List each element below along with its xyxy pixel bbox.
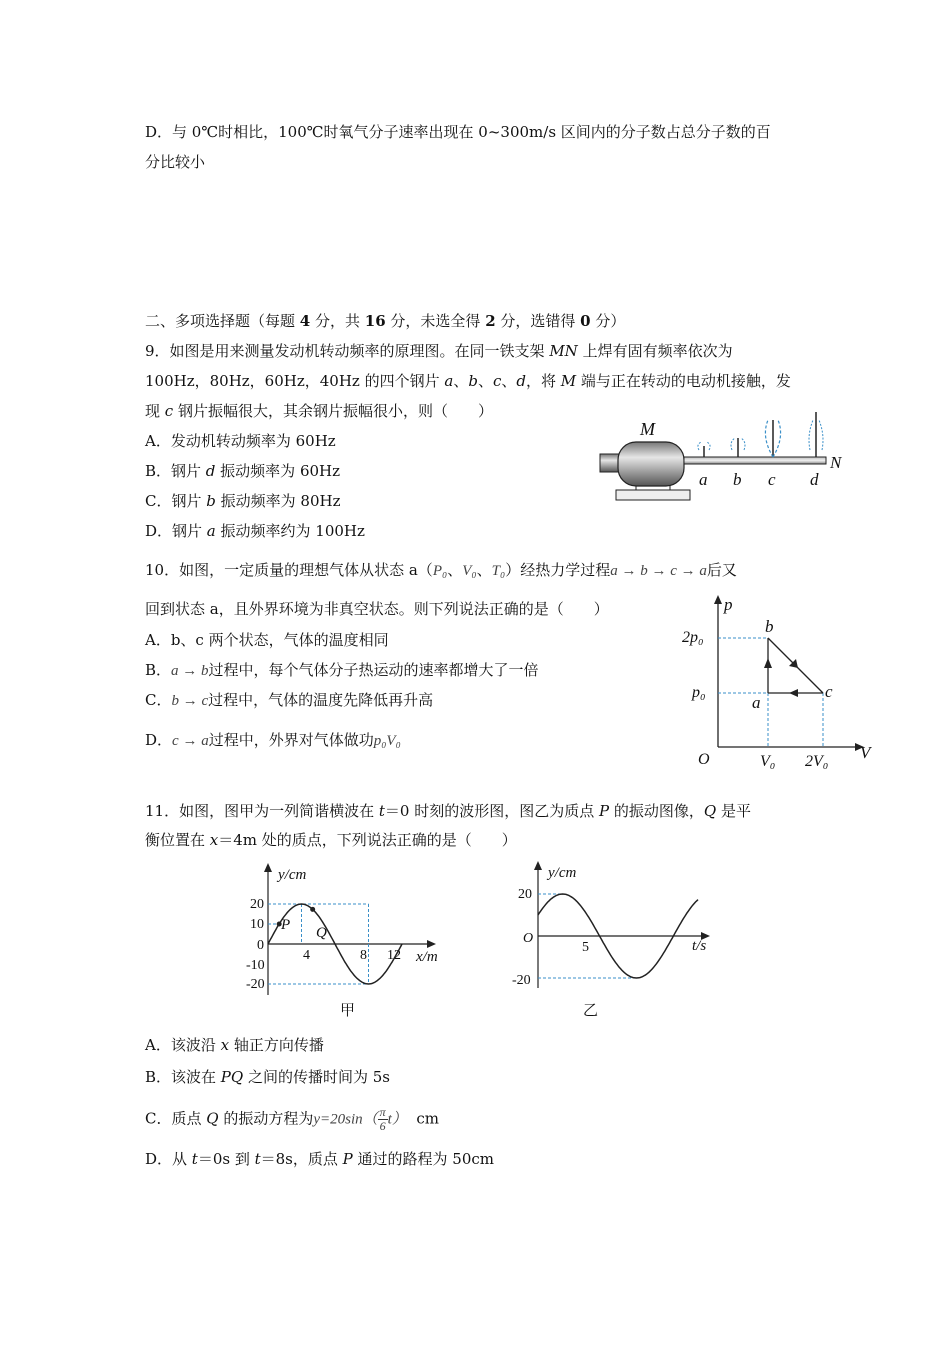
q10-option-c[interactable]: C．b → c过程中，气体的温度先降低再升高: [145, 691, 434, 709]
q10-option-a[interactable]: A．b、c 两个状态，气体的温度相同: [145, 631, 389, 649]
jia-y20: 20: [250, 897, 264, 912]
jia-ym20: -20: [246, 977, 265, 992]
q11-option-b[interactable]: B．该波在 PQ 之间的传播时间为 5s: [145, 1068, 390, 1086]
q9-stem-line2: 100Hz，80Hz，60Hz，40Hz 的四个钢片 a、b、c、d，将 M 端与正在转动的电动机接触，发: [145, 372, 791, 390]
q11-stem-line2: 衡位置在 x＝4m 处的质点，下列说法正确的是（ ）: [145, 831, 517, 849]
strip-c: [765, 420, 780, 457]
jia-y0: 0: [257, 938, 264, 953]
jia-p-label: P: [281, 917, 291, 933]
q9-stem-line1: 9．如图是用来测量发动机转动频率的原理图。在同一铁支架 MN 上焊有固有频率依次为: [145, 342, 733, 360]
q10-option-b[interactable]: B．a → b过程中，每个气体分子热运动的速率都增大了一倍: [145, 661, 539, 679]
q10-option-d[interactable]: D．c → a过程中，外界对气体做功p₀V₀: [145, 731, 401, 749]
pv-x-label: V: [860, 743, 871, 762]
jia-y10: 10: [250, 917, 264, 932]
jia-q-label: Q: [316, 925, 327, 941]
jia-caption: 甲: [340, 1003, 356, 1019]
q9-motor-figure: [598, 410, 858, 505]
jia-x8: 8: [360, 948, 367, 963]
label-m: M: [640, 419, 655, 439]
strip-a: [698, 442, 710, 457]
jia-xlabel: x/m: [416, 949, 438, 965]
label-d: d: [810, 470, 819, 489]
label-a: a: [699, 470, 708, 489]
q10-stem-line1: 10．如图，一定质量的理想气体从状态 a（P₀、V₀、T₀）经热力学过程a → b → c → a后又: [145, 561, 737, 579]
q8-option-d-line2: 分比较小: [145, 153, 206, 171]
label-n: N: [830, 453, 842, 472]
section2-title: 二、多项选择题（每题 4 分，共 16 分，未选全得 2 分，选错得 0 分）: [145, 312, 626, 330]
q9-option-a[interactable]: A．发动机转动频率为 60Hz: [145, 432, 336, 450]
q10-stem-line2: 回到状态 a，且外界环境为非真空状态。则下列说法正确的是（ ）: [145, 600, 609, 618]
label-b: b: [733, 470, 742, 489]
q9-option-c[interactable]: C．钢片 b 振动频率为 80Hz: [145, 492, 341, 510]
yi-y0: O: [523, 931, 534, 946]
q9-option-b[interactable]: B．钢片 d 振动频率为 60Hz: [145, 462, 341, 480]
q11-stem-line1: 11．如图，图甲为一列简谐横波在 t＝0 时刻的波形图，图乙为质点 P 的振动图像，Q 是平: [145, 802, 751, 820]
label-c: c: [768, 470, 776, 489]
pv-tick-v0: V₀: [760, 753, 776, 770]
q8-option-d-line1: D．与 0℃时相比，100℃时氧气分子速率出现在 0~300m/s 区间内的分子数占总分子数的百: [145, 123, 771, 141]
jia-ylabel: y/cm: [278, 867, 307, 883]
pi-over-six: $\frac{\pi}{6}$: [379, 1105, 386, 1133]
yi-y20: 20: [518, 887, 532, 902]
yi-caption: 乙: [583, 1003, 599, 1019]
yi-x5: 5: [582, 940, 589, 955]
pv-tick-2p0: 2p₀: [682, 629, 704, 646]
yi-xlabel: t/s: [692, 938, 707, 954]
pv-origin: O: [698, 751, 710, 768]
jia-x12: 12: [387, 948, 401, 963]
motor-base: [616, 490, 690, 500]
q11-option-d[interactable]: D．从 t＝0s 到 t＝8s，质点 P 通过的路程为 50cm: [145, 1150, 494, 1168]
pv-point-a: a: [752, 693, 761, 712]
q11-option-c[interactable]: C．质点 Q 的振动方程为y=20sin（ $\frac{\pi}{6}$ t） cm: [145, 1105, 439, 1133]
q10-pv-graph: [680, 592, 880, 772]
pv-point-b: b: [765, 617, 774, 636]
jia-x4: 4: [303, 948, 310, 963]
motor-shaft-left: [600, 454, 620, 472]
strip-d: [809, 412, 823, 457]
jia-ym10: -10: [246, 958, 265, 973]
rod-mn: [684, 457, 826, 464]
strip-b: [731, 438, 745, 457]
q11-wave-chart-jia: [240, 860, 450, 1020]
yi-ylabel: y/cm: [548, 865, 577, 881]
yi-ym20: -20: [512, 973, 531, 988]
motor-body: [618, 442, 684, 486]
pv-y-label: p: [724, 595, 733, 614]
q11-option-a[interactable]: A．该波沿 x 轴正方向传播: [145, 1036, 324, 1054]
q9-stem-line3: 现 c 钢片振幅很大，其余钢片振幅很小，则（ ）: [145, 402, 493, 420]
pv-point-c: c: [825, 682, 833, 701]
q11-vibration-chart-yi: [506, 858, 726, 1020]
q9-option-d[interactable]: D．钢片 a 振动频率约为 100Hz: [145, 522, 365, 540]
pv-tick-2v0: 2V₀: [805, 753, 829, 770]
pv-tick-p0: p₀: [692, 684, 706, 701]
jia-point-q: [310, 907, 315, 912]
